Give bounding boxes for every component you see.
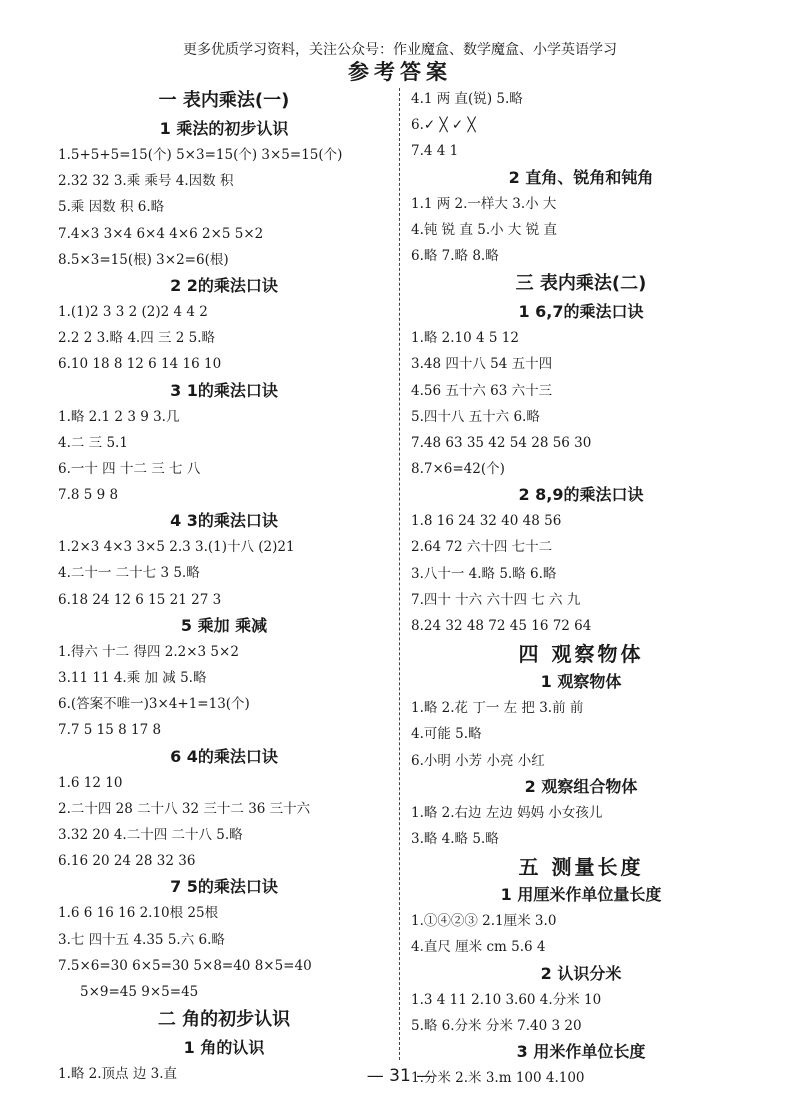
answer-line: 4.二 三 5.1 bbox=[58, 434, 128, 451]
answer-line: 6.10 18 8 12 6 14 16 10 bbox=[58, 356, 222, 373]
answer-line: 8.5×3=15(根) 3×2=6(根) bbox=[58, 251, 229, 268]
answer-line: 1.分米 2.米 3.m 100 4.100 bbox=[411, 1069, 585, 1086]
answer-line: 6.18 24 12 6 15 21 27 3 bbox=[58, 591, 222, 608]
answer-line: 1.略 2.顶点 边 3.直 bbox=[58, 1066, 178, 1083]
answer-line: 1.1 两 2.一样大 3.小 大 bbox=[411, 195, 557, 212]
answer-line: 2.32 32 3.乘 乘号 4.因数 积 bbox=[58, 173, 234, 190]
answer-line: 6.略 7.略 8.略 bbox=[411, 247, 499, 264]
answer-line: 7.5×6=30 6×5=30 5×8=40 8×5=40 bbox=[58, 957, 312, 974]
answer-line: 3.七 四十五 4.35 5.六 6.略 bbox=[58, 931, 225, 948]
page-title: 参考答案 bbox=[348, 59, 452, 84]
section-heading: 1 乘法的初步认识 bbox=[159, 119, 289, 138]
answer-line: 1.8 16 24 32 40 48 56 bbox=[411, 513, 562, 530]
answer-line: 7.8 5 9 8 bbox=[58, 487, 119, 504]
answer-line: 1.(1)2 3 3 2 (2)2 4 4 2 bbox=[58, 303, 208, 320]
answer-line: 3.11 11 4.乘 加 减 5.略 bbox=[58, 670, 207, 686]
answer-line: 5×9=45 9×5=45 bbox=[80, 983, 199, 1000]
section-heading: 2 观察组合物体 bbox=[524, 776, 638, 796]
promo-banner: 更多优质学习资料，关注公众号：作业魔盒、数学魔盒、小学英语学习 bbox=[183, 42, 617, 58]
section-heading: 1 用厘米作单位量长度 bbox=[500, 885, 662, 905]
answer-line: 1.略 2.1 2 3 9 3.几 bbox=[58, 408, 180, 425]
answer-line: 3.48 四十八 54 五十四 bbox=[411, 356, 553, 373]
answer-line: 7.4×3 3×4 6×4 4×6 2×5 5×2 bbox=[58, 225, 264, 242]
answer-line: 1.5+5+5=15(个) 5×3=15(个) 3×5=15(个) bbox=[58, 147, 343, 163]
section-heading: 3 用米作单位长度 bbox=[516, 1041, 646, 1061]
answer-column-left bbox=[58, 86, 390, 1087]
answer-line: 1.得六 十二 得四 2.2×3 5×2 bbox=[58, 643, 239, 660]
section-heading: 4 3的乘法口诀 bbox=[170, 511, 278, 531]
answer-line: 7.7 5 15 8 17 8 bbox=[58, 722, 162, 739]
chapter-heading: 一 表内乘法(一) bbox=[158, 90, 290, 111]
column-divider bbox=[399, 88, 400, 1060]
answer-line: 8.24 32 48 72 45 16 72 64 bbox=[411, 618, 592, 634]
answer-line: 1.6 6 16 16 2.10根 25根 bbox=[58, 905, 219, 922]
section-heading: 6 4的乘法口诀 bbox=[170, 746, 278, 766]
answer-line: 1.略 2.右边 左边 妈妈 小女孩儿 bbox=[411, 804, 603, 821]
answer-line: 4.可能 5.略 bbox=[411, 726, 482, 743]
answer-line: 2.64 72 六十四 七十二 bbox=[411, 539, 553, 556]
answer-line: 8.7×6=42(个) bbox=[411, 461, 505, 478]
chapter-heading: 四 观察物体 bbox=[518, 642, 644, 667]
answer-line: 1.略 2.10 4 5 12 bbox=[411, 330, 519, 347]
section-heading: 2 直角、锐角和钝角 bbox=[508, 167, 654, 187]
section-heading: 3 1的乘法口诀 bbox=[170, 380, 278, 400]
answer-line: 3.八十一 4.略 5.略 6.略 bbox=[411, 565, 557, 582]
chapter-heading: 三 表内乘法(二) bbox=[515, 273, 647, 295]
answer-line: 5.乘 因数 积 6.略 bbox=[58, 199, 165, 216]
answer-line: 7.48 63 35 42 54 28 56 30 bbox=[411, 434, 592, 451]
answer-line: 1.2×3 4×3 3×5 2.3 3.(1)十八 (2)21 bbox=[58, 539, 295, 556]
answer-line: 4.二十一 二十七 3 5.略 bbox=[58, 565, 200, 582]
answer-line: 5.略 6.分米 分米 7.40 3 20 bbox=[411, 1017, 582, 1034]
section-heading: 5 乘加 乘减 bbox=[180, 615, 268, 635]
chapter-heading: 五 测量长度 bbox=[518, 855, 644, 880]
answer-line: 6.(答案不唯一)3×4+1=13(个) bbox=[58, 696, 250, 713]
answer-line: 6.16 20 24 28 32 36 bbox=[58, 853, 196, 870]
answer-line: 6.小明 小芳 小亮 小红 bbox=[411, 752, 545, 769]
answer-line: 7.4 4 1 bbox=[411, 143, 459, 160]
answer-line: 4.直尺 厘米 cm 5.6 4 bbox=[411, 939, 546, 956]
answer-line: 1.6 12 10 bbox=[58, 774, 123, 791]
answer-line: 4.钝 锐 直 5.小 大 锐 直 bbox=[411, 221, 558, 238]
answer-line: 6.一十 四 十二 三 七 八 bbox=[58, 460, 201, 477]
answer-line: 3.32 20 4.二十四 二十八 5.略 bbox=[58, 826, 243, 843]
page-number: — 31 — bbox=[366, 1066, 434, 1086]
answer-line: 7.四十 十六 六十四 七 六 九 bbox=[411, 591, 581, 608]
section-heading: 7 5的乘法口诀 bbox=[170, 877, 278, 897]
section-heading: 1 观察物体 bbox=[540, 672, 622, 692]
answer-line: 4.1 两 直(锐) 5.略 bbox=[411, 91, 523, 107]
answer-line: 2.二十四 28 二十八 32 三十二 36 三十六 bbox=[58, 800, 311, 817]
answer-line: 2.2 2 3.略 4.四 三 2 5.略 bbox=[58, 330, 216, 347]
section-heading: 2 8,9的乘法口诀 bbox=[518, 485, 644, 505]
answer-line: 6.✓ ╳ ✓ ╳ bbox=[411, 117, 476, 134]
answer-line: 3.略 4.略 5.略 bbox=[411, 830, 499, 847]
chapter-heading: 二 角的初步认识 bbox=[157, 1009, 291, 1031]
answer-line: 5.四十八 五十六 6.略 bbox=[411, 408, 540, 425]
answer-column-right bbox=[411, 86, 751, 1091]
section-heading: 2 2的乘法口诀 bbox=[170, 275, 278, 295]
answer-line: 1.①④②③ 2.1厘米 3.0 bbox=[411, 913, 557, 930]
answer-line: 1.3 4 11 2.10 3.60 4.分米 10 bbox=[411, 991, 602, 1008]
section-heading: 1 角的认识 bbox=[183, 1038, 265, 1058]
answer-line: 1.略 2.花 丁一 左 把 3.前 前 bbox=[411, 700, 584, 717]
section-heading: 1 6,7的乘法口诀 bbox=[518, 302, 644, 322]
section-heading: 2 认识分米 bbox=[540, 963, 622, 983]
answer-line: 4.56 五十六 63 六十三 bbox=[411, 382, 553, 399]
